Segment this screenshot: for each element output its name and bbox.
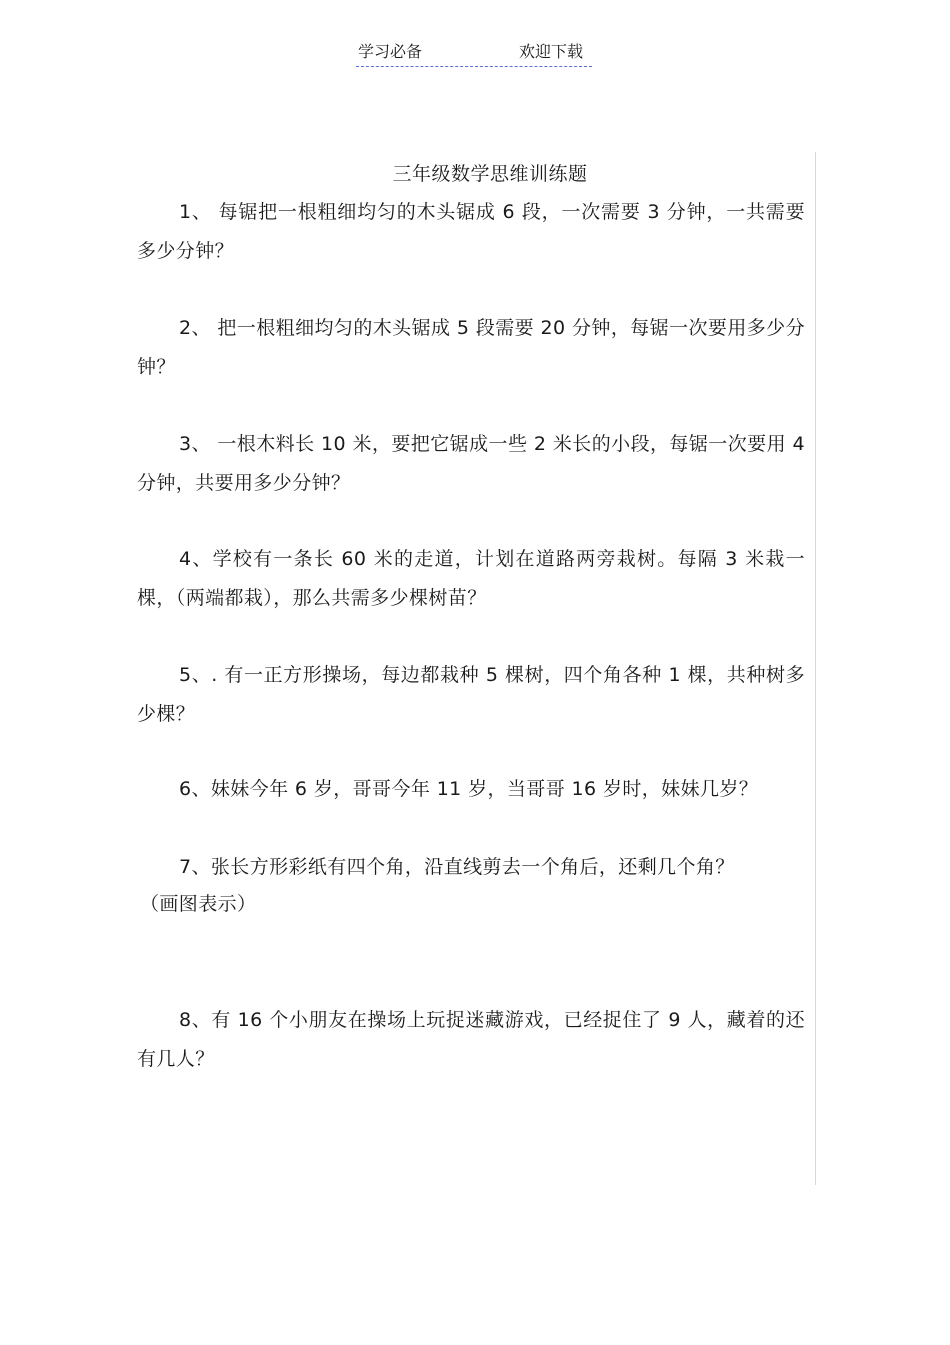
question-7: 7、张长方形彩纸有四个角，沿直线剪去一个角后，还剩几个角？ xyxy=(179,856,735,878)
page-header xyxy=(356,40,592,67)
header-right-text: 欢迎下载 xyxy=(519,42,584,61)
question-1: 1、 每锯把一根粗细均匀的木头锯成 6 段，一次需要 3 分钟，一共需要多少分钟？ xyxy=(137,201,805,262)
question-6: 6、妹妹今年 6 岁，哥哥今年 11 岁，当哥哥 16 岁时，妹妹几岁？ xyxy=(179,778,759,800)
margin-divider xyxy=(815,152,816,1185)
document-title: 三年级数学思维训练题 xyxy=(392,163,588,185)
question-3: 3、 一根木料长 10 米，要把它锯成一些 2 米长的小段，每锯一次要用 4 分钟，共要用多少分钟？ xyxy=(137,433,805,494)
question-4: 4、学校有一条长 60 米的走道，计划在道路两旁栽树。每隔 3 米栽一棵，（两端都栽），那么共需多少棵树苗？ xyxy=(137,548,805,609)
question-7-note: （画图表示） xyxy=(140,893,257,915)
header-left-text: 学习必备 xyxy=(358,42,423,61)
question-2: 2、 把一根粗细均匀的木头锯成 5 段需要 20 分钟，每锯一次要用多少分钟？ xyxy=(137,317,805,378)
question-8: 8、有 16 个小朋友在操场上玩捉迷藏游戏，已经捉住了 9 人，藏着的还有几人？ xyxy=(137,1009,805,1070)
question-5: 5、. 有一正方形操场，每边都栽种 5 棵树，四个角各种 1 棵，共种树多少棵？ xyxy=(137,664,805,725)
